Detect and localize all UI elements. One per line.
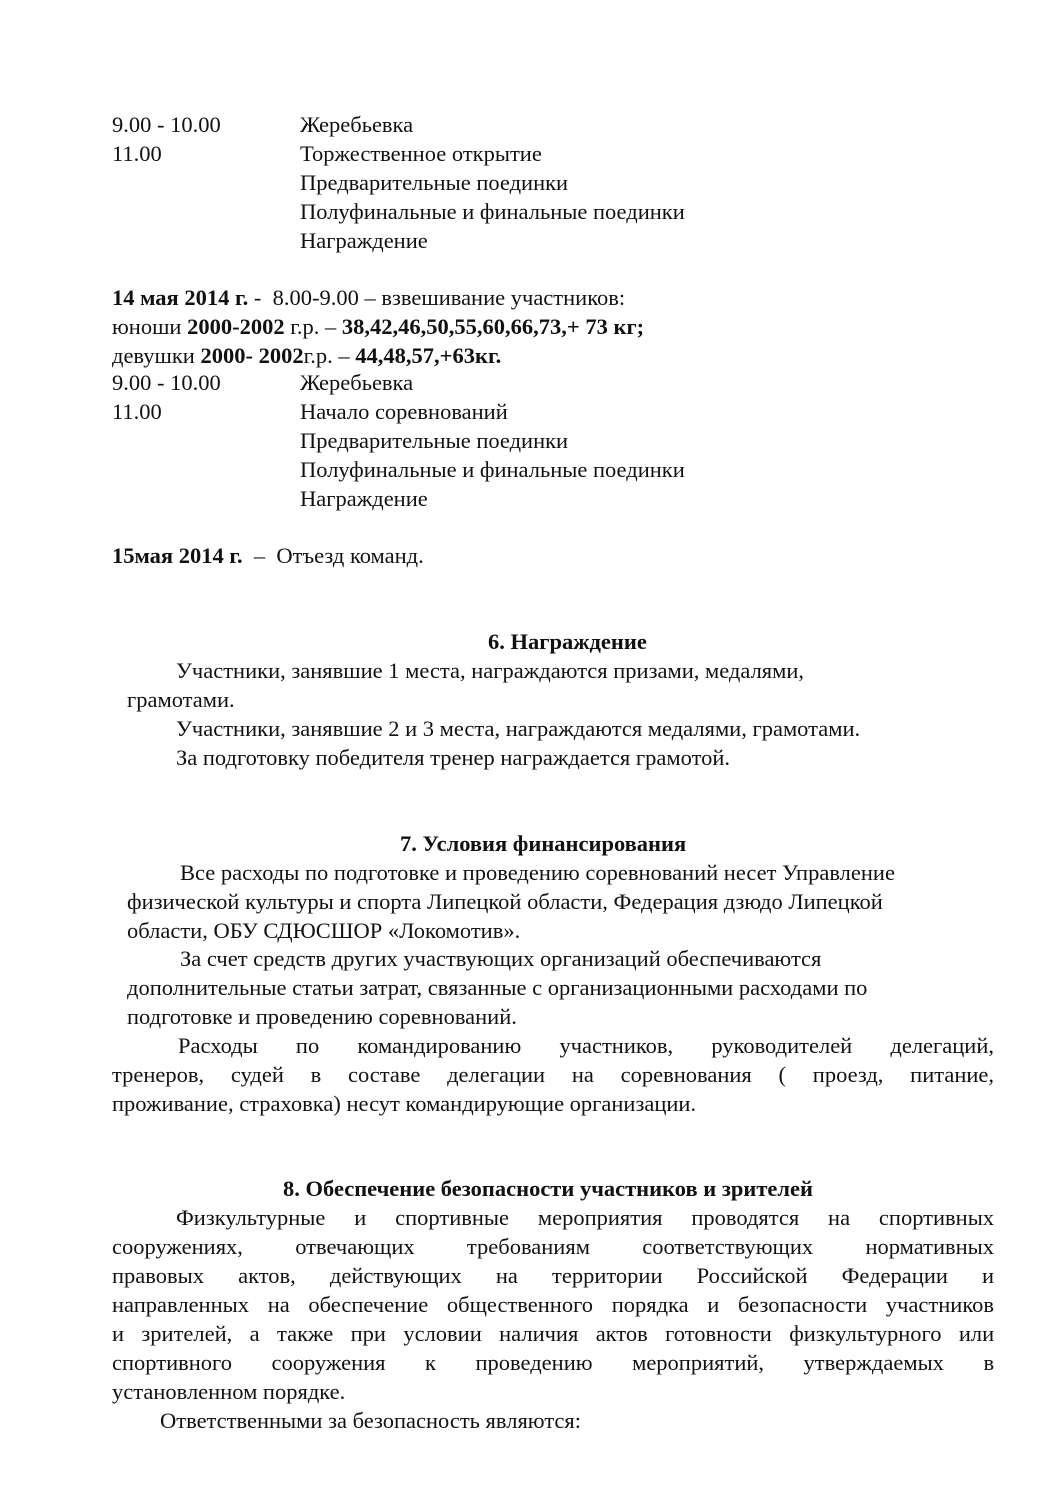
girls-weights: 44,48,57,+63кг. (355, 343, 502, 368)
boys-gr: г.р. – (284, 314, 342, 339)
word: Физкультурные (176, 1205, 326, 1230)
word: мероприятия (537, 1205, 663, 1230)
word: на (571, 1062, 594, 1087)
word: проводятся (691, 1205, 800, 1230)
section8-title: 8. Обеспечение безопасности участников и зрителей (283, 1176, 813, 1201)
word: на (495, 1263, 518, 1288)
word: безопасности (738, 1292, 868, 1317)
word: в (310, 1062, 322, 1087)
boys-line (112, 312, 644, 341)
girls-gr: г.р. – (303, 343, 356, 368)
word: делегации (447, 1062, 546, 1087)
schedule-time: 11.00 (112, 141, 162, 166)
word: также (277, 1321, 334, 1346)
girls-line (112, 341, 501, 370)
section8-line (112, 1261, 994, 1290)
word: делегаций, (890, 1033, 995, 1058)
word: сооружения (271, 1350, 386, 1375)
schedule-activity: Начало соревнований (300, 399, 508, 424)
word: соответствующих (642, 1234, 814, 1259)
section7-line: проживание, страховка) несут командирующие организации. (112, 1091, 697, 1116)
schedule-time: 9.00 - 10.00 (112, 112, 221, 137)
section6-title: 6. Награждение (488, 629, 647, 654)
word: и (707, 1292, 720, 1317)
word: или (958, 1321, 995, 1346)
word: территории (552, 1263, 663, 1288)
girls-label: девушки (112, 343, 201, 368)
word: утверждаемых (803, 1350, 944, 1375)
schedule-time: 11.00 (112, 399, 162, 424)
schedule-activity: Предварительные поединки (300, 170, 569, 195)
section7-line: Все расходы по подготовке и проведению соревнований несет Управление (180, 860, 895, 885)
day15-line (112, 541, 424, 570)
word: наличия (499, 1321, 579, 1346)
word: проезд, (812, 1062, 884, 1087)
section7-line: области, ОБУ СДЮСШОР «Локомотив». (127, 918, 521, 943)
day14-weigh-in: - 8.00-9.00 – взвешивание участников: (248, 285, 626, 310)
section7-line: дополнительные статьи затрат, связанные с организационными расходами по (127, 975, 868, 1000)
section7-title: 7. Условия финансирования (400, 831, 687, 856)
schedule-activity: Торжественное открытие (300, 141, 542, 166)
word: актов, (238, 1263, 296, 1288)
schedule-activity: Награждение (300, 486, 428, 511)
section6-line: Участники, занявшие 1 места, награждаются призами, медалями, (176, 658, 805, 683)
word: судей (230, 1062, 284, 1087)
section7-line: подготовке и проведению соревнований. (127, 1004, 517, 1029)
schedule-activity: Награждение (300, 228, 428, 253)
word: проведению (475, 1350, 593, 1375)
word: на (267, 1292, 290, 1317)
schedule-activity: Жеребьевка (300, 112, 414, 137)
section7-line: физической культуры и спорта Липецкой области, Федерация дзюдо Липецкой (127, 889, 883, 914)
word: действующих (329, 1263, 462, 1288)
word: направленных (112, 1292, 249, 1317)
word: а (249, 1321, 260, 1346)
word: и (982, 1263, 995, 1288)
schedule-activity: Полуфинальные и финальные поединки (300, 457, 685, 482)
section7-line (112, 1060, 994, 1089)
word: Федерации (841, 1263, 948, 1288)
section7-line (112, 1031, 994, 1060)
section8-line (112, 1348, 994, 1377)
schedule-activity: Жеребьевка (300, 370, 414, 395)
word: обеспечение (308, 1292, 429, 1317)
word: нормативных (865, 1234, 995, 1259)
word: составе (348, 1062, 421, 1087)
word: сооружениях, (112, 1234, 243, 1259)
boys-weights: 38,42,46,50,55,60,66,73,+ 73 кг; (341, 314, 645, 339)
word: соревнования (620, 1062, 752, 1087)
word: порядка (611, 1292, 689, 1317)
word: актов (595, 1321, 648, 1346)
day15-date: 15мая 2014 г. (112, 543, 243, 568)
section6-line: грамотами. (127, 687, 235, 712)
word: при (350, 1321, 386, 1346)
section8-line (112, 1319, 994, 1348)
word: на (828, 1205, 851, 1230)
schedule-time: 9.00 - 10.00 (112, 370, 221, 395)
word: тренеров, (112, 1062, 205, 1087)
day15-text: – Отъезд команд. (242, 543, 424, 568)
schedule-activity: Полуфинальные и финальные поединки (300, 199, 685, 224)
word: общественного (446, 1292, 593, 1317)
section8-line: Ответственными за безопасность являются: (160, 1408, 582, 1433)
word: к (425, 1350, 436, 1375)
day14-line (112, 283, 625, 312)
word: командированию (357, 1033, 522, 1058)
word: зрителей, (141, 1321, 233, 1346)
section7-line: За счет средств других участвующих организаций обеспечиваются (180, 946, 822, 971)
word: руководителей (711, 1033, 853, 1058)
word: в (983, 1350, 995, 1375)
word: спортивных (878, 1205, 995, 1230)
word: ( (778, 1062, 787, 1087)
word: по (295, 1033, 320, 1058)
section8-line: установленном порядке. (112, 1379, 346, 1404)
word: Расходы (178, 1033, 258, 1058)
word: и (354, 1205, 367, 1230)
word: физкультурного (789, 1321, 942, 1346)
section8-line (112, 1290, 994, 1319)
word: питание, (910, 1062, 995, 1087)
word: спортивного (112, 1350, 232, 1375)
word: участников, (559, 1033, 674, 1058)
word: готовности (665, 1321, 772, 1346)
section8-line (112, 1232, 994, 1261)
section6-line: Участники, занявшие 2 и 3 места, награждаются медалями, грамотами. (176, 716, 861, 741)
boys-label: юноши (112, 314, 188, 339)
word: требованиям (466, 1234, 590, 1259)
boys-years: 2000-2002 (187, 314, 285, 339)
word: спортивные (395, 1205, 510, 1230)
word: правовых (112, 1263, 204, 1288)
word: условии (403, 1321, 482, 1346)
word: участников (885, 1292, 994, 1317)
word: Российской (696, 1263, 808, 1288)
section6-line: За подготовку победителя тренер награждается грамотой. (176, 745, 731, 770)
word: отвечающих (295, 1234, 415, 1259)
section8-line (112, 1203, 994, 1232)
girls-years: 2000- 2002 (200, 343, 304, 368)
day14-date: 14 мая 2014 г. (112, 285, 249, 310)
word: мероприятий, (632, 1350, 765, 1375)
schedule-activity: Предварительные поединки (300, 428, 569, 453)
word: и (112, 1321, 125, 1346)
